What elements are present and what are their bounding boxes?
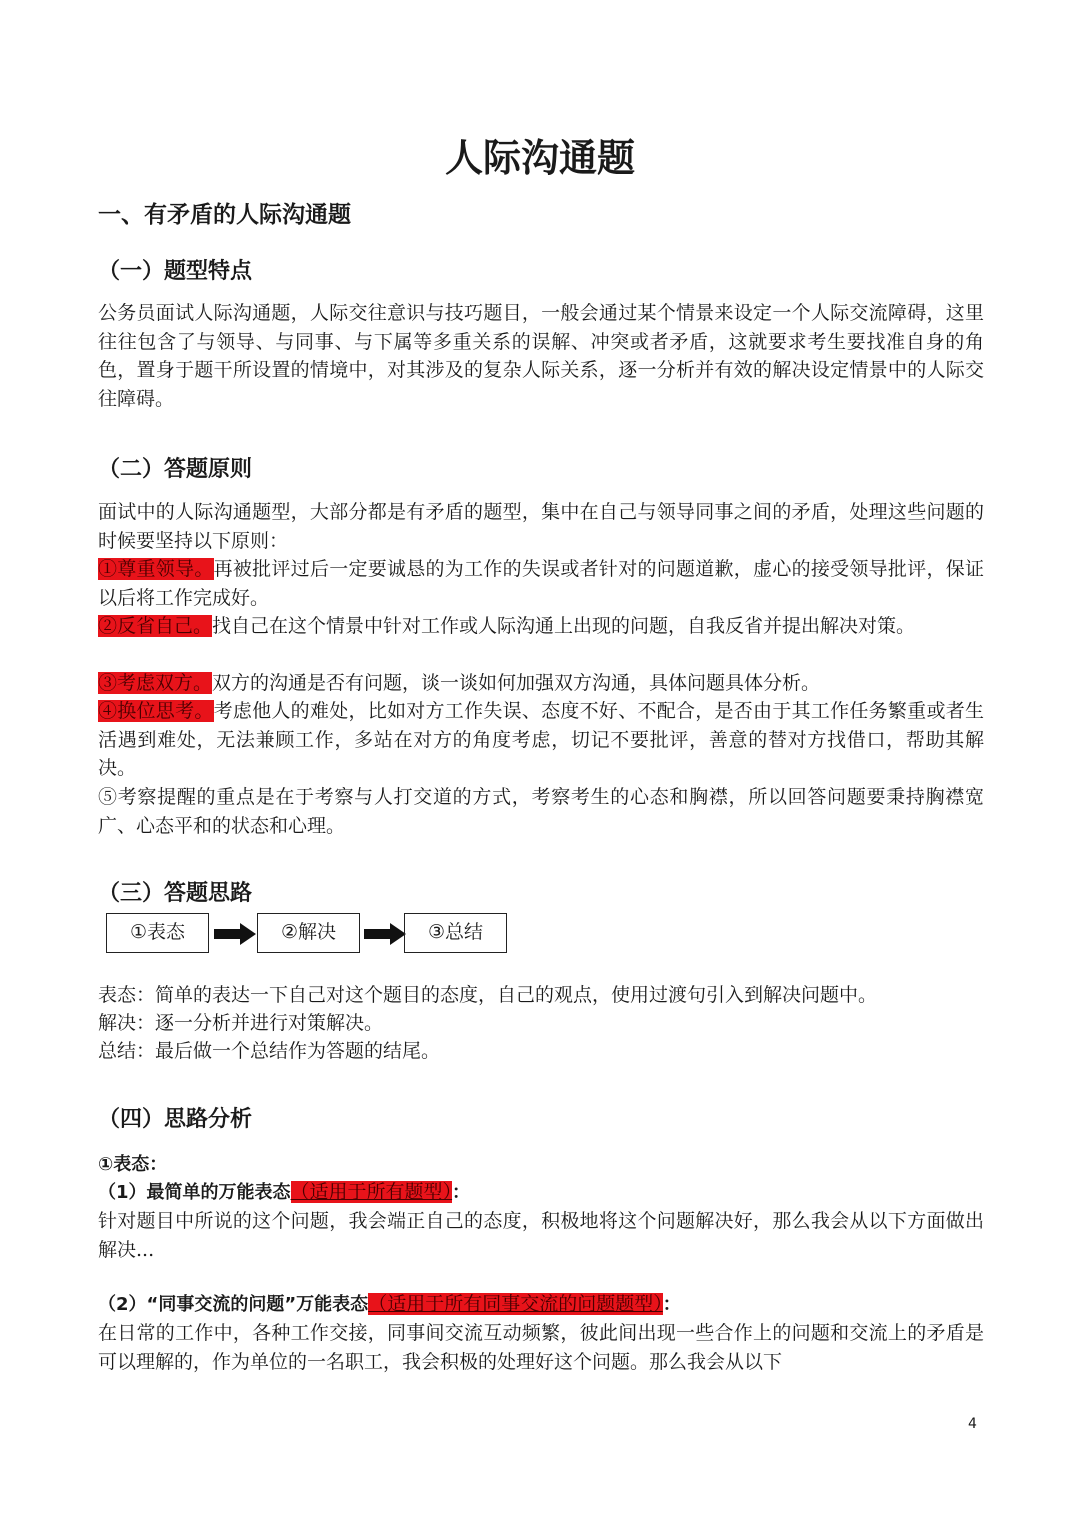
subsection-heading-approach: （三）答题思路 [98,881,253,906]
sub1-tag: （适用于所有题型） [290,1181,453,1203]
analysis-sub1-heading [98,1178,470,1207]
principle-1-tag: ①尊重领导。 [98,558,214,580]
principle-2 [98,612,984,641]
analysis-sub1-body: 针对题目中所说的这个问题，我会端正自己的态度，积极地将这个问题解决好，那么我会从以下方面做出解决... [98,1210,984,1261]
subsection-heading-principles: （二）答题原则 [98,457,253,482]
principle-3-tag: ③考虑双方。 [98,672,213,694]
principle-3 [98,669,984,698]
principle-4-tag: ④换位思考。 [98,700,214,722]
analysis-label: ①表态： [98,1154,168,1175]
answer-flow-diagram [106,913,516,955]
principle-2-tag: ②反省自己。 [98,615,213,637]
subsection-heading-analysis: （四）思路分析 [98,1107,253,1132]
subsection-heading-features: （一）题型特点 [98,259,253,284]
analysis-sub2-body: 在日常的工作中，各种工作交接，同事间交流互动频繁，彼此间出现一些合作上的问题和交流上的矛盾是可以理解的，作为单位的一名职工，我会积极的处理好这个问题。那么我会从以下 [98,1322,984,1373]
features-paragraph: 公务员面试人际沟通题，人际交往意识与技巧题目，一般会通过某个情景来设定一个人际交流障碍，这里往往包含了与领导、与同事、与下属等多重关系的误解、冲突或者矛盾，这就要求考生要找准自身的角色，置身于题干所设置的情境中，对其涉及的复杂人际关系，逐一分析并有效的解决设定情景中的人际交往障碍。 [98,302,984,410]
principle-1-text: 再被批评过后一定要诚恳的为工作的失误或者针对的问题道歉，虚心的接受领导批评，保证以后将工作完成好。 [98,558,984,609]
principle-3-text: 双方的沟通是否有问题，谈一谈如何加强双方沟通，具体问题具体分析。 [212,672,821,694]
principle-5: ⑤考察提醒的重点是在于考察与人打交道的方式，考察考生的心态和胸襟，所以回答问题要秉持胸襟宽广、心态平和的状态和心理。 [98,786,984,837]
principle-2-text: 找自己在这个情景中针对工作或人际沟通上出现的问题，自我反省并提出解决对策。 [212,615,916,637]
flow-step-2: ②解决 [257,913,360,953]
sub1-colon: ： [452,1182,471,1203]
flow-step-3: ③总结 [404,913,507,953]
principle-4-text: 考虑他人的难处，比如对方工作失误、态度不好、不配合，是否由于其工作任务繁重或者生活遇到难处，无法兼顾工作，多站在对方的角度考虑，切记不要批评，善意的替对方找借口，帮助其解决。 [98,700,984,780]
section-heading-1: 一、有矛盾的人际沟通题 [98,202,351,228]
sub2-colon: ： [662,1294,681,1315]
flow-step-1: ①表态 [106,913,209,953]
sub2-title: （2）“同事交流的问题”万能表态 [98,1294,369,1315]
page-number: 4 [968,1416,977,1432]
analysis-sub2-heading [98,1290,681,1319]
principle-1 [98,555,984,612]
approach-line-2: 解决：逐一分析并进行对策解决。 [98,1012,384,1034]
sub1-title: （1）最简单的万能表态 [98,1182,291,1203]
page-title: 人际沟通题 [444,136,635,180]
principle-4 [98,697,984,783]
approach-line-1: 表态：简单的表达一下自己对这个题目的态度，自己的观点，使用过渡句引入到解决问题中。 [98,984,878,1006]
principles-intro: 面试中的人际沟通题型，大部分都是有矛盾的题型，集中在自己与领导同事之间的矛盾，处理这些问题的时候要坚持以下原则： [98,501,984,552]
right-arrow-icon [214,923,256,945]
right-arrow-icon [364,923,406,945]
sub2-tag: （适用于所有同事交流的问题题型） [368,1293,663,1315]
approach-line-3: 总结：最后做一个总结作为答题的结尾。 [98,1040,441,1062]
